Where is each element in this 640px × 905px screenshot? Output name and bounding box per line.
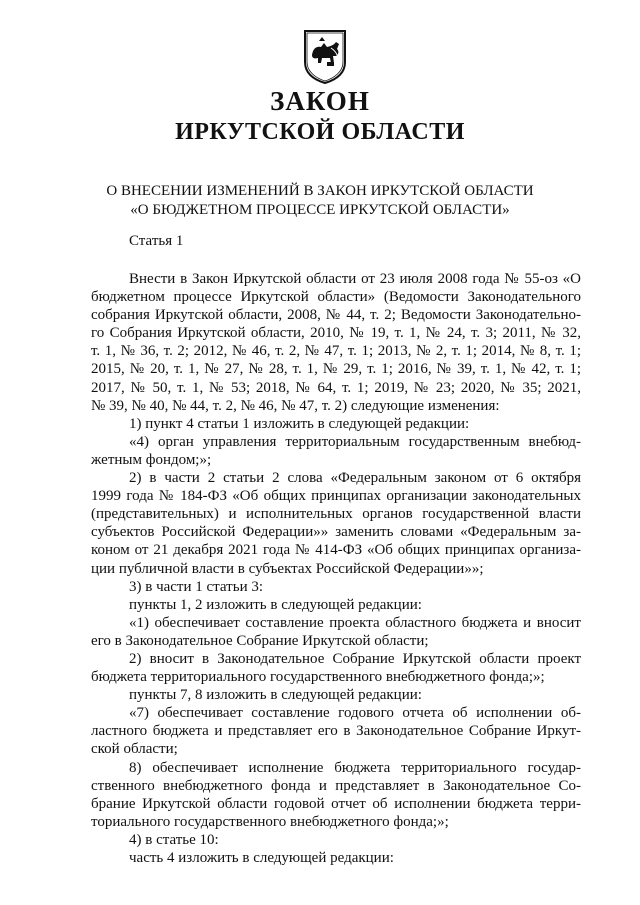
text-line: 2015, № 20, т. 1, № 27, № 28, т. 1, № 29, т. 1; 2016, № 39, т. 1, № 42, т. 1;: [91, 361, 581, 378]
text-line: 4) в статье 10:: [129, 831, 219, 848]
text-line: его в Законодательное Собрание Иркутской области;: [91, 632, 429, 649]
text-line: № 39, № 40, № 44, т. 2, № 46, № 47, т. 2) следующие изменения:: [91, 397, 500, 414]
article-heading: Статья 1: [129, 233, 184, 249]
law-title: ЗАКОН: [270, 86, 370, 116]
subtitle-line: О ВНЕСЕНИИ ИЗМЕНЕНИЙ В ЗАКОН ИРКУТСКОЙ ОБЛАСТИ: [106, 183, 534, 199]
text-line: ториального государственного внебюджетного фонда;»;: [91, 813, 449, 830]
text-line: бюджета территориального государственного внебюджетного фонда;»;: [91, 669, 545, 686]
text-line: го Собрания Иркутской области, 2010, № 19, т. 1, № 24, т. 3; 2011, № 32,: [91, 325, 581, 342]
coat-of-arms-icon: [301, 28, 349, 84]
subtitle-line: «О БЮДЖЕТНОМ ПРОЦЕССЕ ИРКУТСКОЙ ОБЛАСТИ»: [130, 202, 510, 218]
text-line: ственного внебюджетного фонда и представляет в Законодательное Со-: [91, 777, 581, 794]
text-line: «4) орган управления территориальным государственным внебюд-: [129, 433, 581, 450]
text-line: ской области;: [91, 741, 178, 758]
text-line: Внести в Закон Иркутской области от 23 июля 2008 года № 55-оз «О: [129, 271, 581, 287]
text-line: субъектов Российской Федерации»» заменить словами «Федеральным за-: [91, 524, 581, 541]
law-subtitle: [0, 182, 640, 220]
text-line: пункты 7, 8 изложить в следующей редакции:: [129, 687, 422, 704]
text-line: «1) обеспечивает составление проекта областного бюджета и вносит: [129, 614, 581, 631]
text-line: бюджетном процессе Иркутской области» (Ведомости Законодательного: [91, 289, 581, 306]
text-line: (представительных) и исполнительных органов государственной власти: [91, 506, 581, 523]
text-line: 3) в части 1 статьи 3:: [129, 578, 264, 595]
text-line: 2017, № 50, т. 1, № 53; 2018, № 64, т. 1; 2019, № 23; 2020, № 35; 2021,: [91, 379, 581, 396]
law-region-title: ИРКУТСКОЙ ОБЛАСТИ: [175, 119, 465, 145]
text-line: жетным фондом;»;: [91, 451, 212, 468]
text-line: «7) обеспечивает составление годового отчета об исполнении об-: [129, 705, 581, 722]
text-line: 2) в части 2 статьи 2 слова «Федеральным законом от 6 октября: [129, 470, 581, 487]
text-line: 1999 года № 184-ФЗ «Об общих принципах организации законодательных: [91, 488, 581, 505]
text-line: т. 1, № 36, т. 2; 2012, № 46, т. 2, № 47, т. 1; 2013, № 2, т. 1; 2014, № 8, т. 1;: [91, 343, 581, 360]
text-line: ции публичной власти в субъектах Российской Федерации»»;: [91, 560, 484, 577]
document-body: [91, 270, 581, 867]
text-line: 8) обеспечивает исполнение бюджета территориального государ-: [129, 759, 581, 776]
text-line: ластного бюджета и представляет его в Законодательное Собрание Иркут-: [91, 723, 581, 740]
text-line: коном от 21 декабря 2021 года № 414-ФЗ «Об общих принципах организа-: [91, 542, 581, 559]
text-line: 1) пункт 4 статьи 1 изложить в следующей редакции:: [129, 415, 470, 432]
text-line: 2) вносит в Законодательное Собрание Иркутской области проект: [129, 650, 581, 667]
text-line: часть 4 изложить в следующей редакции:: [129, 850, 394, 866]
text-line: собрания Иркутской области, 2008, № 44, т. 2; Ведомости Законодательно-: [91, 307, 581, 324]
text-line: брание Иркутской области годовой отчет об исполнении бюджета терри-: [91, 795, 581, 812]
text-line: пункты 1, 2 изложить в следующей редакции:: [129, 596, 422, 613]
